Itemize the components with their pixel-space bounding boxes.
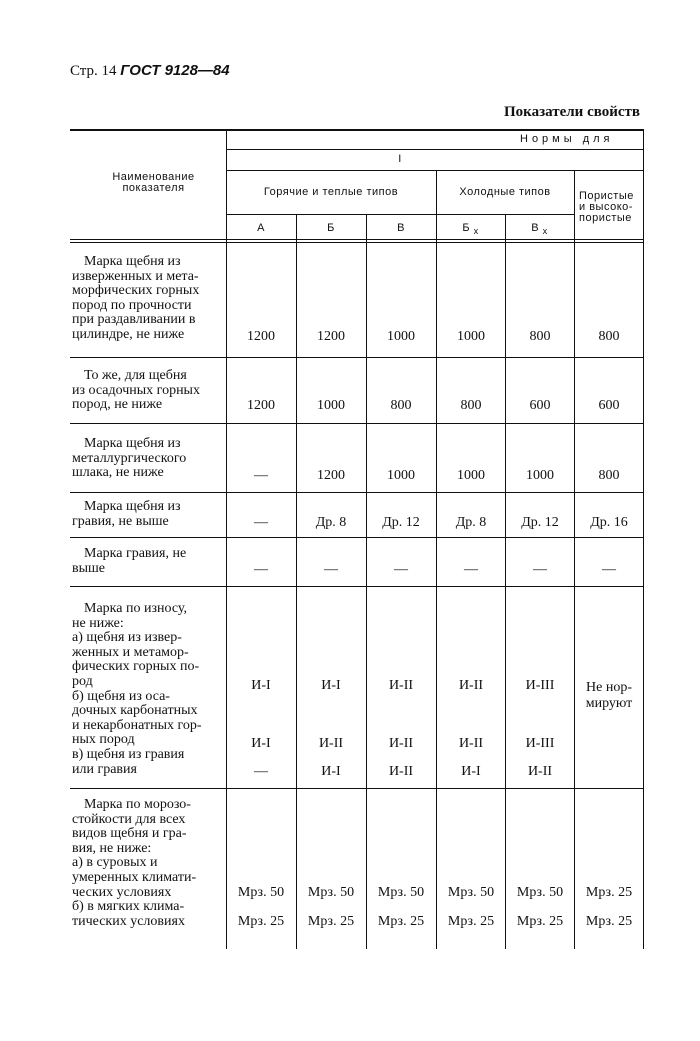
cell: Мрз. 25 — [447, 914, 495, 929]
cell: И-II — [458, 678, 484, 693]
cell: Мрз. 50 — [447, 885, 495, 900]
cell: — — [254, 562, 268, 577]
cell: Мрз. 25 — [377, 914, 425, 929]
cell: Др. 16 — [590, 515, 628, 530]
cell: И-III — [525, 678, 555, 693]
cell: 800 — [598, 468, 620, 483]
cell: 800 — [598, 329, 620, 344]
cell: 1000 — [387, 468, 415, 483]
cell: И-I — [251, 736, 271, 751]
row-name-slag: Марка щебня из металлургического шлака, не ниже — [72, 436, 187, 481]
cell: И-III — [525, 736, 555, 751]
cell: — — [533, 562, 547, 577]
cell: И-I — [461, 764, 481, 779]
group-header: I — [398, 153, 402, 165]
cell: Мрз. 50 — [516, 885, 564, 900]
cell: 1200 — [247, 329, 275, 344]
cell: Мрз. 25 — [237, 914, 285, 929]
cell: — — [254, 764, 268, 779]
cell: Мрз. 50 — [307, 885, 355, 900]
cell: 1000 — [526, 468, 554, 483]
cell: Др. 12 — [382, 515, 420, 530]
cell: — — [394, 562, 408, 577]
cell: И-II — [318, 736, 344, 751]
cell: И-II — [388, 678, 414, 693]
cell: 1000 — [457, 468, 485, 483]
cell: И-II — [388, 736, 414, 751]
row-name-wear: Марка по износу, не ниже: а) щебня из извер- женных и метамор- фических горных по- род б) щебня из оса- дочных карбонатных и некарбонатных гор- ных пород в) щебня из гравия или гравия — [72, 601, 202, 777]
cell: И-I — [251, 678, 271, 693]
cell: 800 — [529, 329, 551, 344]
cell: 600 — [529, 398, 551, 413]
cell: И-II — [527, 764, 553, 779]
standard-number: ГОСТ 9128—84 — [120, 62, 230, 79]
cell: — — [254, 515, 268, 530]
cell: Мрз. 25 — [585, 914, 633, 929]
cell: Др. 12 — [521, 515, 559, 530]
type-header-a: А — [257, 222, 265, 234]
cell: Мрз. 50 — [377, 885, 425, 900]
cell: Мрз. 25 — [516, 914, 564, 929]
table-title: Показатели свойств — [504, 104, 640, 120]
page-header — [70, 62, 230, 80]
cell: — — [324, 562, 338, 577]
cell: 800 — [390, 398, 412, 413]
cell: Мрз. 25 — [307, 914, 355, 929]
hot-warm-header: Горячие и теплые типов — [263, 186, 399, 198]
cell: 1200 — [317, 468, 345, 483]
cell: 600 — [598, 398, 620, 413]
cell: Мрз. 25 — [585, 885, 633, 900]
cell: — — [254, 468, 268, 483]
type-header-bx: Б $_х$ — [462, 222, 479, 237]
cell: И-II — [388, 764, 414, 779]
type-header-vx: В $_х$ — [531, 222, 548, 237]
row-name-strength-igneous: Марка щебня из изверженных и мета- морфических горных пород по прочности при раздавливании в цилиндре, не ниже — [72, 254, 200, 342]
cell: 1000 — [387, 329, 415, 344]
column-header-norms: Нормы для — [520, 133, 614, 145]
cold-header: Холодные типов — [459, 186, 551, 198]
column-header-name: Наименование показателя — [112, 171, 195, 194]
cell: И-II — [458, 736, 484, 751]
type-header-v: В — [397, 222, 405, 234]
cell: — — [602, 562, 616, 577]
row-name-gravel: Марка гравия, не выше — [72, 546, 187, 576]
row-name-gravel-crushed: Марка щебня из гравия, не выше — [72, 499, 181, 529]
cell: 1200 — [247, 398, 275, 413]
row-name-strength-sedimentary: То же, для щебня из осадочных горных пород, не ниже — [72, 368, 200, 413]
cell-porous-wear: Не нор- мируют — [585, 680, 633, 711]
type-header-b: Б — [327, 222, 335, 234]
porous-header: Пористые и высоко- пористые — [579, 190, 634, 224]
cell: Др. 8 — [315, 515, 347, 530]
cell: 1200 — [317, 329, 345, 344]
page-number: Стр. 14 — [70, 63, 117, 79]
row-name-frost: Марка по морозо- стойкости для всех видов щебня и гра- вия, не ниже: а) в суровых и умеренных климати- ческих условиях б) в мягких клима- тических условиях — [72, 797, 197, 929]
cell: Мрз. 50 — [237, 885, 285, 900]
cell: Др. 8 — [455, 515, 487, 530]
cell: 1000 — [457, 329, 485, 344]
cell: И-I — [321, 764, 341, 779]
cell: 800 — [460, 398, 482, 413]
cell: И-I — [321, 678, 341, 693]
cell: 1000 — [317, 398, 345, 413]
cell: — — [464, 562, 478, 577]
